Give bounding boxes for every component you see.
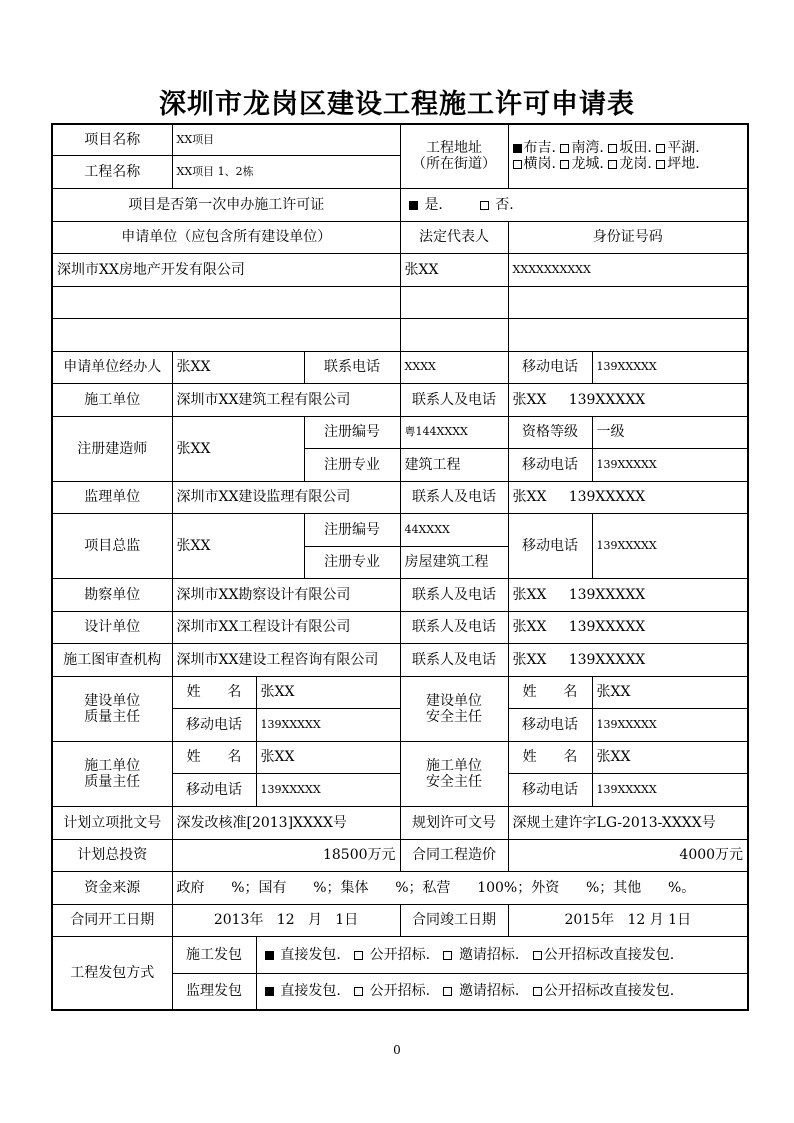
street-checkbox[interactable]: 横岗. [513, 156, 556, 172]
architect-major-label: 注册专业 [304, 448, 400, 481]
permit-label: 规划许可文号 [400, 806, 508, 839]
review-contact-label: 联系人及电话 [400, 643, 508, 676]
agent-phone: XXXX [400, 351, 508, 383]
street-checkbox[interactable]: 龙岗. [608, 156, 651, 172]
invited-tender-checkbox[interactable]: 邀请招标. [443, 983, 519, 999]
owner-quality-mobile-label: 移动电话 [172, 708, 256, 741]
agent-mobile: 139XXXXX [592, 351, 748, 383]
builder-safety-label: 施工单位 安全主任 [400, 741, 508, 806]
agent-name: 张XX [172, 351, 304, 383]
street-checkbox[interactable]: 南湾. [560, 140, 603, 156]
survey-contact: 张XX 139XXXXX [508, 578, 748, 611]
public-tender-checkbox[interactable]: 公开招标. [354, 947, 430, 963]
street-checkbox[interactable]: 平湖. [656, 140, 699, 156]
construction-contact-label: 联系人及电话 [400, 383, 508, 416]
project-name-label: 项目名称 [52, 124, 172, 155]
architect-grade: 一级 [592, 416, 748, 448]
survey-label: 勘察单位 [52, 578, 172, 611]
street-checkbox[interactable]: 龙城. [560, 156, 603, 172]
end-date-label: 合同竣工日期 [400, 904, 508, 936]
agent-label: 申请单位经办人 [52, 351, 172, 383]
tender-to-direct-checkbox[interactable]: 公开招标改直接发包. [533, 947, 674, 963]
agent-phone-label: 联系电话 [304, 351, 400, 383]
builder-quality-label: 施工单位 质量主任 [52, 741, 172, 806]
street-line-2 [513, 156, 744, 172]
direct-contract-checkbox[interactable]: 直接发包. [265, 947, 341, 963]
architect-mobile-label: 移动电话 [508, 448, 592, 481]
owner-safety-label: 建设单位 安全主任 [400, 676, 508, 741]
applicant-id: XXXXXXXXXX [508, 253, 748, 286]
owner-quality-name-label: 姓 名 [172, 676, 256, 708]
chief-major-label: 注册专业 [304, 546, 400, 578]
eng-name-label: 工程名称 [52, 155, 172, 188]
eng-name-value: XX项目 1、2栋 [172, 155, 400, 188]
design-contact-label: 联系人及电话 [400, 611, 508, 643]
contract-price-label: 合同工程造价 [400, 839, 508, 871]
builder-safety-name-label: 姓 名 [508, 741, 592, 773]
direct-contract-checkbox[interactable]: 直接发包. [265, 983, 341, 999]
construction-contract-options [256, 936, 748, 973]
first-time-no[interactable]: 否. [480, 197, 514, 213]
address-label-2: （所在街道） [412, 156, 497, 173]
street-checkboxes [508, 124, 748, 188]
supervision-contact-label: 联系人及电话 [400, 481, 508, 513]
applicant-unit [52, 286, 400, 318]
chief-label: 项目总监 [52, 513, 172, 578]
funding-value: 政府 %；国有 %；集体 %；私营 100%；外资 %；其他 %。 [172, 871, 748, 904]
architect-mobile: 139XXXXX [592, 448, 748, 481]
applicant-id [508, 286, 748, 318]
funding-label: 资金来源 [52, 871, 172, 904]
chief-reg-label: 注册编号 [304, 513, 400, 546]
application-form [51, 123, 749, 1011]
review-label: 施工图审查机构 [52, 643, 172, 676]
chief-reg-no: 44XXXX [400, 513, 508, 546]
first-time-options [400, 188, 748, 221]
owner-safety-mobile: 139XXXXX [592, 708, 748, 741]
end-date-value: 2015年 12 月 1日 [508, 904, 748, 936]
review-contact: 张XX 139XXXXX [508, 643, 748, 676]
start-date-value: 2013年 12 月 1日 [172, 904, 400, 936]
applicant-id [508, 318, 748, 351]
first-time-yes[interactable]: 是. [409, 197, 443, 213]
invited-tender-checkbox[interactable]: 邀请招标. [443, 947, 519, 963]
contract-price-value: 4000万元 [508, 839, 748, 871]
street-line-1 [513, 140, 744, 156]
construction-label: 施工单位 [52, 383, 172, 416]
design-contact: 张XX 139XXXXX [508, 611, 748, 643]
start-date-label: 合同开工日期 [52, 904, 172, 936]
applicant-unit [52, 318, 400, 351]
street-checkbox[interactable]: 坪地. [656, 156, 699, 172]
contracting-label: 工程发包方式 [52, 936, 172, 1010]
approval-label: 计划立项批文号 [52, 806, 172, 839]
construction-contact: 张XX 139XXXXX [508, 383, 748, 416]
builder-safety-name: 张XX [592, 741, 748, 773]
address-label [400, 124, 508, 188]
supervision-contract-label: 监理发包 [172, 973, 256, 1010]
owner-quality-mobile: 139XXXXX [256, 708, 400, 741]
architect-label: 注册建造师 [52, 416, 172, 481]
applicant-rep [400, 318, 508, 351]
owner-quality-label: 建设单位 质量主任 [52, 676, 172, 741]
design-name: 深圳市XX工程设计有限公司 [172, 611, 400, 643]
architect-reg-label: 注册编号 [304, 416, 400, 448]
chief-mobile-label: 移动电话 [508, 513, 592, 578]
survey-name: 深圳市XX勘察设计有限公司 [172, 578, 400, 611]
applicant-header-unit: 申请单位（应包含所有建设单位） [52, 221, 400, 253]
investment-value: 18500万元 [172, 839, 400, 871]
builder-safety-mobile-label: 移动电话 [508, 773, 592, 806]
agent-mobile-label: 移动电话 [508, 351, 592, 383]
street-checkbox[interactable]: 坂田. [608, 140, 651, 156]
first-time-label: 项目是否第一次申办施工许可证 [52, 188, 400, 221]
owner-safety-mobile-label: 移动电话 [508, 708, 592, 741]
supervision-contact: 张XX 139XXXXX [508, 481, 748, 513]
builder-safety-mobile: 139XXXXX [592, 773, 748, 806]
approval-value: 深发改核准[2013]XXXX号 [172, 806, 400, 839]
builder-quality-mobile: 139XXXXX [256, 773, 400, 806]
supervision-name: 深圳市XX建设监理有限公司 [172, 481, 400, 513]
architect-major: 建筑工程 [400, 448, 508, 481]
chief-name: 张XX [172, 513, 304, 578]
page-number: 0 [393, 1043, 401, 1057]
chief-mobile: 139XXXXX [592, 513, 748, 578]
investment-label: 计划总投资 [52, 839, 172, 871]
construction-contract-label: 施工发包 [172, 936, 256, 973]
applicant-rep [400, 286, 508, 318]
architect-grade-label: 资格等级 [508, 416, 592, 448]
survey-contact-label: 联系人及电话 [400, 578, 508, 611]
builder-quality-name-label: 姓 名 [172, 741, 256, 773]
page-title: 深圳市龙岗区建设工程施工许可申请表 [159, 89, 635, 120]
design-label: 设计单位 [52, 611, 172, 643]
owner-safety-name-label: 姓 名 [508, 676, 592, 708]
builder-quality-mobile-label: 移动电话 [172, 773, 256, 806]
applicant-rep: 张XX [400, 253, 508, 286]
review-name: 深圳市XX建设工程咨询有限公司 [172, 643, 400, 676]
supervision-label: 监理单位 [52, 481, 172, 513]
applicant-unit: 深圳市XX房地产开发有限公司 [52, 253, 400, 286]
project-name-value: XX项目 [172, 124, 400, 155]
applicant-header-id: 身份证号码 [508, 221, 748, 253]
builder-quality-name: 张XX [256, 741, 400, 773]
construction-name: 深圳市XX建筑工程有限公司 [172, 383, 400, 416]
supervision-contract-options [256, 973, 748, 1010]
architect-reg-no: 粤144XXXX [400, 416, 508, 448]
public-tender-checkbox[interactable]: 公开招标. [354, 983, 430, 999]
tender-to-direct-checkbox[interactable]: 公开招标改直接发包. [533, 983, 674, 999]
permit-value: 深规土建许字LG-2013-XXXX号 [508, 806, 748, 839]
applicant-header-rep: 法定代表人 [400, 221, 508, 253]
owner-quality-name: 张XX [256, 676, 400, 708]
architect-name: 张XX [172, 416, 304, 481]
chief-major: 房屋建筑工程 [400, 546, 508, 578]
address-label-1: 工程地址 [426, 140, 483, 157]
owner-safety-name: 张XX [592, 676, 748, 708]
street-checkbox[interactable]: 布吉. [513, 140, 556, 156]
